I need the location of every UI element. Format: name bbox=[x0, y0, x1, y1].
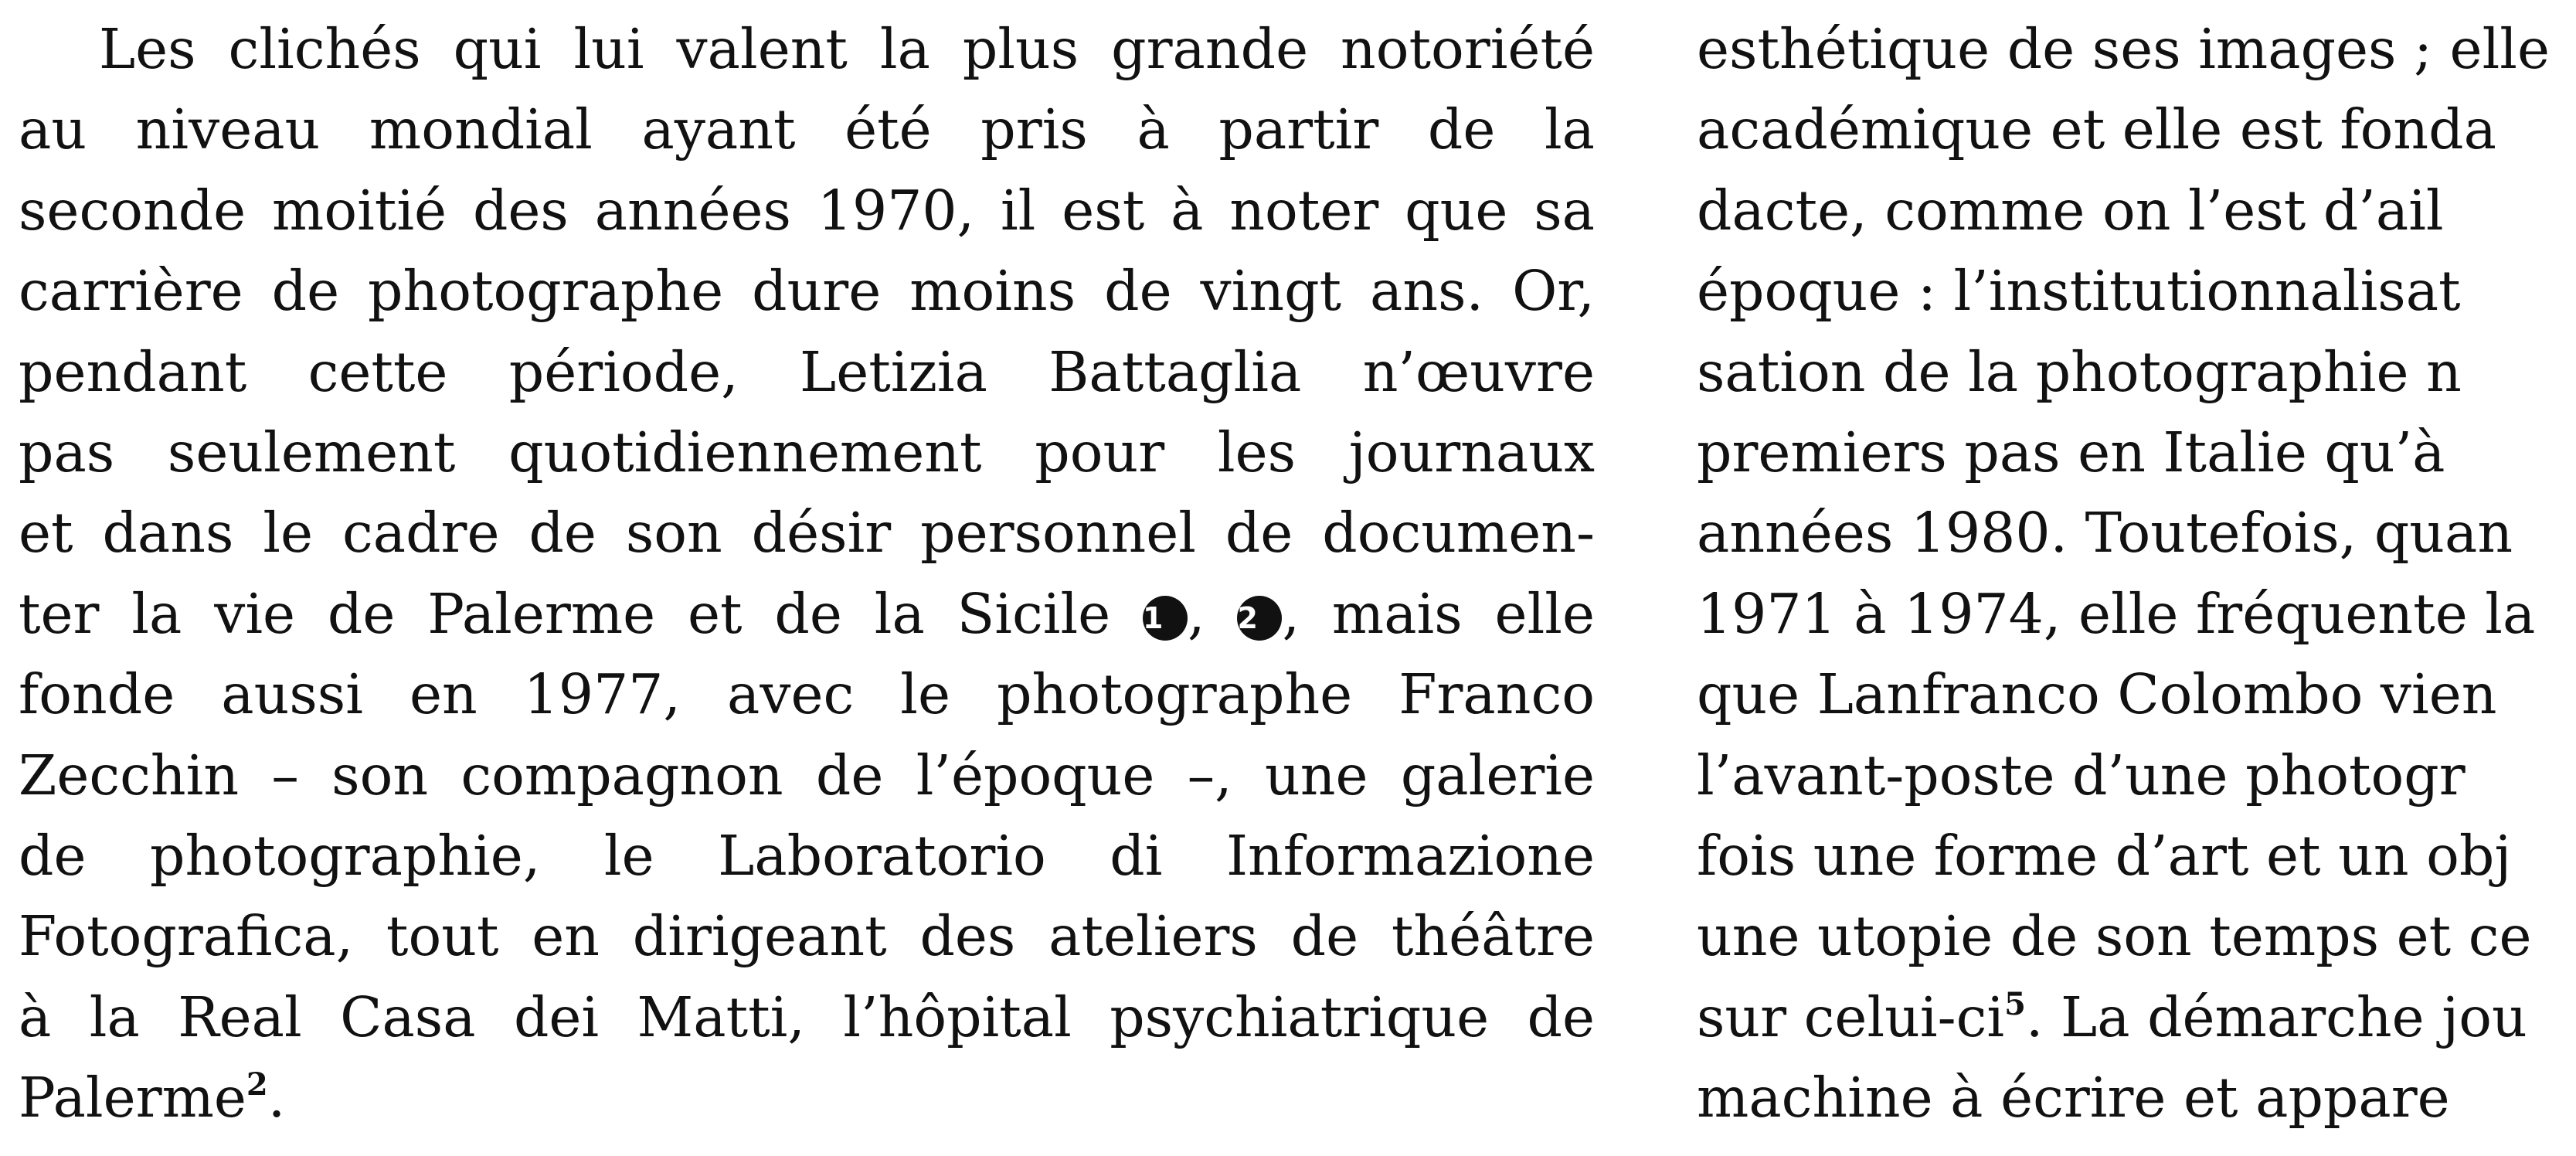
paragraph-line: époque : l’institutionnalisat bbox=[1697, 259, 2461, 324]
paragraph-line: dacte, comme on l’est d’ail bbox=[1697, 178, 2444, 243]
figure-reference-badge-1[interactable]: 1 bbox=[1143, 596, 1188, 641]
separator-text: , bbox=[1188, 581, 1238, 646]
paragraph-line: pendant cette période, Letizia Battaglia n’œuvre bbox=[19, 339, 1595, 404]
paragraph-line: l’avant-poste d’une photogr bbox=[1697, 743, 2466, 808]
paragraph-line: Fotografica, tout en dirigeant des ateliers de théâtre bbox=[19, 904, 1595, 969]
paragraph-line: et dans le cadre de son désir personnel de documen- bbox=[19, 501, 1595, 566]
paragraph-line: une utopie de son temps et ce bbox=[1697, 904, 2532, 969]
line-text: sur celui-ci bbox=[1697, 984, 2005, 1049]
line-text: . bbox=[267, 1066, 286, 1130]
paragraph-line: 1971 à 1974, elle fréquente la bbox=[1697, 581, 2536, 646]
paragraph-line: fonde aussi en 1977, avec le photographe Franco bbox=[19, 662, 1595, 727]
paragraph-line: Zecchin – son compagnon de l’époque –, une galerie bbox=[19, 743, 1595, 808]
paragraph-last-line bbox=[19, 1058, 1595, 1138]
paragraph-line: machine à écrire et appare bbox=[1697, 1066, 2450, 1130]
paragraph-line: carrière de photographe dure moins de vingt ans. Or, bbox=[19, 259, 1595, 324]
paragraph-line: sation de la photographie n bbox=[1697, 339, 2462, 404]
right-text-column bbox=[1697, 9, 2576, 1138]
paragraph-line-with-figure-refs bbox=[19, 574, 1595, 654]
paragraph-line: fois une forme d’art et un obj bbox=[1697, 823, 2512, 888]
figure-reference-badge-2[interactable]: 2 bbox=[1237, 596, 1282, 641]
footnote-marker[interactable]: 5 bbox=[2004, 985, 2026, 1022]
paragraph-line: au niveau mondial ayant été pris à partir de la bbox=[19, 97, 1595, 162]
line-text: Palerme bbox=[19, 1066, 246, 1130]
left-text-column bbox=[19, 9, 1595, 1138]
paragraph-line: académique et elle est fonda bbox=[1697, 97, 2496, 162]
line-text: . La démarche jou bbox=[2025, 984, 2527, 1049]
paragraph-line: esthétique de ses images ; elle bbox=[1697, 17, 2551, 81]
paragraph-line: à la Real Casa dei Matti, l’hôpital psychiatrique de bbox=[19, 984, 1595, 1049]
footnote-marker[interactable]: 2 bbox=[246, 1066, 268, 1103]
line-text: , mais elle bbox=[1282, 581, 1596, 646]
paragraph-line: Les clichés qui lui valent la plus grande notoriété bbox=[99, 17, 1595, 81]
paragraph-line: premiers pas en Italie qu’à bbox=[1697, 420, 2445, 484]
paragraph-line: pas seulement quotidiennement pour les journaux bbox=[19, 420, 1595, 484]
paragraph-line: seconde moitié des années 1970, il est à noter que sa bbox=[19, 178, 1595, 243]
line-text: ter la vie de Palerme et de la Sicile bbox=[19, 581, 1144, 646]
paragraph-line: que Lanfranco Colombo vien bbox=[1697, 662, 2497, 727]
paragraph-line: de photographie, le Laboratorio di Informazione bbox=[19, 823, 1595, 888]
paragraph-line-with-footnote bbox=[1697, 978, 2576, 1058]
paragraph-line: années 1980. Toutefois, quan bbox=[1697, 501, 2513, 566]
